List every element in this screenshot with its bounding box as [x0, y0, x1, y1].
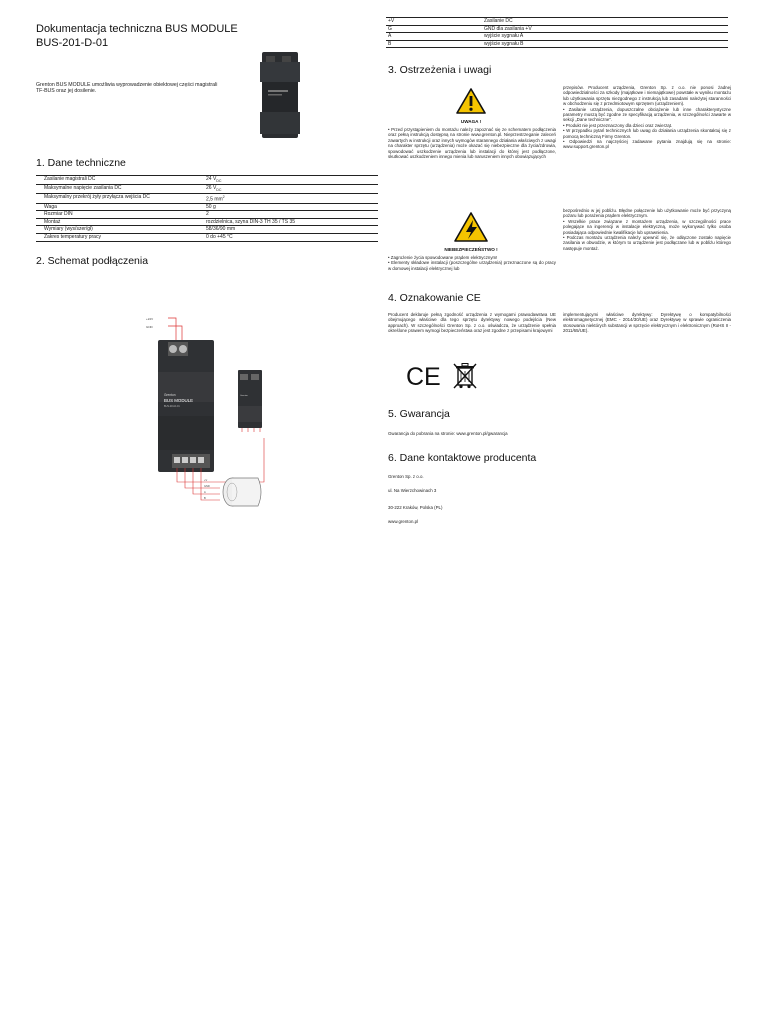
spec-label: Wymiary (wys/szer/gł): [36, 226, 204, 234]
spec-value: 2,5 $mm^2$: [204, 194, 378, 204]
uwaga-text-right: przepisów. Producent urządzenia, Grenton Sp. z o.o. nie ponosi żadnej odpowiedzialności za szkody (majątkowe i niemajątkowe) powstałe w wyniku montażu lub użytkowania sprzętu niezgodnego z instrukcją lub zasadami należytej staranności w obchodzeniu się z przedmiotowym sprzętem (urządzeniem). • Zasilanie urządzenia, dopuszczalne obciążenie lub inne charakterystyczne parametry muszą być zgodne ze specyfikacją urządzenia, w szczególności zawarte w sekcji „Dane techniczne". • Produkt nie jest przeznaczony dla dzieci oraz zwierząt. • W przypadku pytań technicznych lub uwag do działania urządzenia skontaktuj się z pomocą techniczną Firmy Grenton. • Odpowiedzi na najczęściej zadawane pytania znajdują się na stronie: www.support.grenton.pl: [563, 85, 731, 150]
pin-row: [386, 40, 728, 48]
ce-mark-icon: [404, 362, 454, 390]
device-brand: Grenton: [164, 393, 176, 397]
uwaga-label: UWAGA !: [460, 119, 482, 124]
warning-block: [456, 88, 486, 124]
warning-icon: [456, 88, 486, 114]
warranty-text: Gwarancja do pobrania na stronie: www.grenton.pl/gwarancja: [388, 431, 508, 436]
pin-row: [386, 25, 728, 33]
spec-row: [36, 194, 378, 204]
wire-label-gnd: GND: [146, 325, 153, 329]
spec-label: Zakres temperatury pracy: [36, 234, 204, 242]
spec-table: [36, 175, 378, 242]
spec-value: 50 g: [204, 203, 378, 211]
intro-text: Grenton BUS MODULE umożliwia wyprowadzenie obiektowej części magistrali TF-BUS oraz jej dosilenie.: [36, 82, 218, 95]
contact-city: 30-222 Kraków, Polska (PL): [388, 505, 443, 510]
spec-row: [36, 226, 378, 234]
spec-label: Maksymalne napięcie zasilania DC: [36, 185, 204, 194]
pin-name: G: [386, 25, 482, 33]
spec-row: [36, 218, 378, 226]
spec-row: [36, 176, 378, 185]
danger-label: NIEBEZPIECZEŃSTWO !: [444, 247, 498, 252]
small-device-brand: Grenton: [240, 395, 248, 397]
danger-text-right: bezpośrednio w jej pobliżu. Błędne połączenie lub użytkowanie może być przyczyną pożaru lub porażenia prądem elektrycznym. • Wszelkie prace związane z montażem urządzenia, w szczególności prace polegające na ingerencji w instalacje elektryczną, może wykonywać tylko osoba posiadająca odpowiednie kwalifikacje lub uprawnienia. • Podczas montażu urządzenia należy upewnić się, że odłączone zostało napięcie zasilania w obwodzie, w którym to urządzenie jest podłączane lub w pobliżu którego następuje montaż.: [563, 208, 731, 251]
contact-street: ul. Na Wierzchowinach 3: [388, 488, 437, 493]
danger-text-left: • Zagrożenie życia spowodowane prądem elektrycznym! • Elementy składowe instalacji (poszczególne urządzenia) przeznaczone są do pracy w domowej instalacji elektrycznej lub: [388, 255, 556, 271]
high-voltage-icon: [440, 212, 502, 242]
pin-name: A: [386, 33, 482, 41]
spec-label: Maksymalny przekrój żyły przyłącza wejścia DC: [36, 194, 204, 204]
device-code: BUS-201-D-01: [164, 405, 180, 408]
section6-heading: 6. Dane kontaktowe producenta: [388, 452, 537, 464]
connection-diagram: [140, 312, 280, 520]
doc-title-line2: BUS-201-D-01: [36, 37, 109, 49]
spec-row: [36, 211, 378, 219]
device-name: BUS MODULE: [164, 398, 194, 403]
spec-value: rozdzielnica, szyna DIN-3 TH 35 / TS 35: [204, 218, 378, 226]
uwaga-text-left: • Przed przystąpieniem do montażu należy zapoznać się ze schematem podłączenia oraz pełną instrukcją dostępną na stronie www.grenton.pl. Nieprzestrzeganie zaleceń zawartych w instrukcji oraz innych wymogów starannego działania właściwych z uwagi na charakter sprzętu (urządzenia) może okazać się niebezpieczne dla życia/zdrowia, spowodować uszkodzenie urządzenia lub instalacji do której jest podłączone, skutkować uszkodzeniem innego mienia lub naruszeniem innych obowiązujących: [388, 127, 556, 160]
ce-text-right: implementującymi właściwe dyrektywy: Dyrektywę o kompatybilności elektromagnetycznej (EMC - 2014/30/UE) oraz Dyrektywę w sprawie ograniczenia stosowania niektórych substancji w sprzęcie elektrycznym i elektronicznym (RoHS II - 2011/65/UE).: [563, 312, 731, 334]
wire-label-a: A: [204, 491, 206, 494]
section4-heading: 4. Oznakowanie CE: [388, 292, 481, 304]
section5-heading: 5. Gwarancja: [388, 408, 450, 420]
doc-title-line1: Dokumentacja techniczna BUS MODULE: [36, 23, 238, 35]
spec-label: Zasilanie magistrali DC: [36, 176, 204, 185]
pin-row: [386, 33, 728, 41]
pin-description: wyjście sygnału A: [482, 33, 728, 41]
pin-description: Zasilanie DC: [482, 18, 728, 26]
pin-description: wyjście sygnału B: [482, 40, 728, 48]
section2-heading: 2. Schemat podłączenia: [36, 255, 149, 267]
spec-row: [36, 234, 378, 242]
spec-row: [36, 185, 378, 194]
doc-title: [36, 22, 238, 50]
pin-name: B: [386, 40, 482, 48]
pin-row: [386, 18, 728, 26]
wire-label-b: B: [204, 497, 206, 500]
section1-heading: 1. Dane techniczne: [36, 157, 126, 169]
wire-label-gnd2: GND: [204, 485, 210, 488]
wire-label-v: +V: [204, 479, 208, 482]
spec-value: 58/36/90 mm: [204, 226, 378, 234]
contact-company: Grenton Sp. z o.o.: [388, 474, 424, 479]
wire-label-24v: +24V: [146, 317, 154, 321]
danger-block: [440, 212, 502, 252]
pin-description: GND dla zasilania +V: [482, 25, 728, 33]
spec-value: 24 $V_{DC}$: [204, 176, 378, 185]
section3-heading: 3. Ostrzeżenia i uwagi: [388, 64, 492, 76]
ce-mark-text: CE: [406, 363, 441, 390]
spec-value: 2: [204, 211, 378, 219]
spec-value: 0 do +45 °C: [204, 234, 378, 242]
pin-name: +V: [386, 18, 482, 26]
spec-row: [36, 203, 378, 211]
weee-bin-icon: [452, 362, 478, 390]
product-photo: [258, 52, 304, 140]
spec-label: Montaż: [36, 218, 204, 226]
ce-text-left: Producent deklaruje pełną zgodność urządzenia z wymogami prawodawstwa UE obejmującego właściwe dla tego sprzętu dyrektywy nowego podejścia (New approach). W szczególności Grenton Sp. z o.o. oświadcza, że urządzenie spełnia określone prawem wymogi bezpieczeństwa oraz jest zgodne z przepisami krajowymi: [388, 312, 556, 334]
spec-label: Waga: [36, 203, 204, 211]
contact-website[interactable]: www.grenton.pl: [388, 519, 419, 524]
spec-value: 26 $V_{DC}$: [204, 185, 378, 194]
pin-table: [386, 17, 728, 48]
spec-label: Rozmiar DIN: [36, 211, 204, 219]
